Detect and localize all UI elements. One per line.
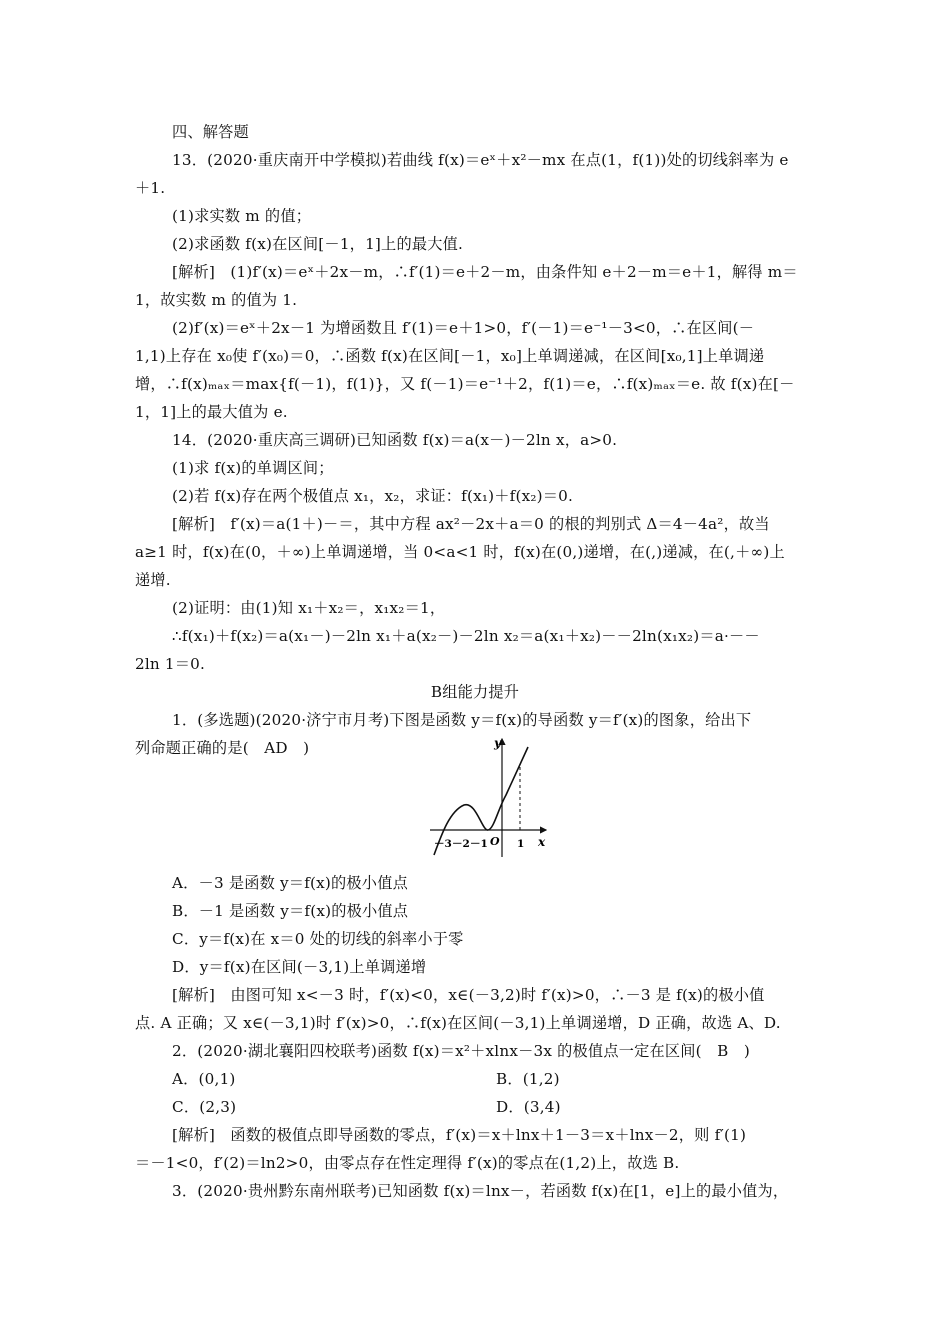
option-b1-a: A．－3 是函数 y＝f(x)的极小值点 — [172, 874, 408, 892]
option-b1-b: B．－1 是函数 y＝f(x)的极小值点 — [172, 902, 409, 920]
y-axis-label: y — [494, 736, 501, 750]
solution-13-line1: [解析] (1)f′(x)＝eˣ＋2x－m，∴f′(1)＝e＋2－m，由条件知 e＋2－m＝e＋1，解得 m＝ — [172, 263, 798, 281]
option-b2-c: C．(2,3) — [172, 1098, 237, 1116]
question-14-part1: (1)求 f(x)的单调区间； — [172, 459, 334, 477]
solution-b1-line1: [解析] 由图可知 x<－3 时，f′(x)<0，x∈(－3,2)时 f′(x)>0，∴－3 是 f(x)的极小值 — [172, 986, 765, 1004]
question-14-line1: 14．(2020·重庆高三调研)已知函数 f(x)＝a(x－)－2ln x，a>0. — [172, 431, 618, 449]
option-b2-a: A．(0,1) — [172, 1070, 236, 1088]
section-b-heading: B组能力提升 — [430, 683, 520, 701]
solution-13-line2: 1，故实数 m 的值为 1. — [135, 291, 298, 309]
tick-label-minus1: －1 — [470, 838, 488, 850]
tick-label-minus2: －2 — [452, 838, 470, 850]
origin-label: O — [490, 835, 500, 848]
option-b1-c: C．y＝f(x)在 x＝0 处的切线的斜率小于零 — [172, 930, 464, 948]
tick-label-minus3: －3 — [434, 838, 452, 850]
question-13-line2: ＋1. — [135, 179, 166, 197]
solution-b2-line2: ＝－1<0，f′(2)＝ln2>0，由零点存在性定理得 f′(x)的零点在(1,2)上，故选 B. — [135, 1154, 680, 1172]
question-b1-line1: 1．(多选题)(2020·济宁市月考)下图是函数 y＝f(x)的导函数 y＝f′(x)的图象，给出下 — [172, 711, 752, 729]
solution-14-line3: 递增. — [135, 571, 171, 589]
solution-14-line2: a≥1 时，f(x)在(0，＋∞)上单调递增，当 0<a<1 时，f(x)在(0,)递增，在(,)递减，在(,＋∞)上 — [135, 543, 785, 561]
solution-13-line5: 增，∴f(x)ₘₐₓ＝max{f(－1)，f(1)}，又 f(－1)＝e⁻¹＋2，f(1)＝e，∴f(x)ₘₐₓ＝e. 故 f(x)在[－ — [135, 375, 795, 393]
question-b1-line2: 列命题正确的是( AD ) — [135, 739, 310, 757]
solution-14-line1: [解析] f′(x)＝a(1＋)－＝，其中方程 ax²－2x＋a＝0 的根的判别式 Δ＝4－4a²，故当 — [172, 515, 770, 533]
section-heading: 四、解答题 — [172, 123, 249, 141]
option-b2-d: D．(3,4) — [496, 1098, 561, 1116]
solution-13-line6: 1，1]上的最大值为 e. — [135, 403, 288, 421]
solution-14-line4: (2)证明：由(1)知 x₁＋x₂＝，x₁x₂＝1， — [172, 599, 446, 617]
x-axis-label: x — [538, 835, 546, 849]
question-b2-line1: 2．(2020·湖北襄阳四校联考)函数 f(x)＝x²＋xlnx－3x 的极值点一定在区间( B ) — [172, 1042, 751, 1060]
question-13-part2: (2)求函数 f(x)在区间[－1，1]上的最大值. — [172, 235, 464, 253]
option-b1-d: D．y＝f(x)在区间(－3,1)上单调递增 — [172, 958, 427, 976]
question-14-part2: (2)若 f(x)存在两个极值点 x₁，x₂，求证：f(x₁)＋f(x₂)＝0. — [172, 487, 574, 505]
derivative-graph — [420, 733, 552, 861]
option-b2-row2 — [0, 1097, 950, 1117]
solution-b2-line1: [解析] 函数的极值点即导函数的零点，f′(x)＝x＋lnx＋1－3＝x＋lnx－2，则 f′(1) — [172, 1126, 747, 1144]
solution-14-line6: 2ln 1＝0. — [135, 655, 206, 673]
option-b2-row1 — [0, 1069, 950, 1089]
question-13-part1: (1)求实数 m 的值； — [172, 207, 312, 225]
solution-13-line4: 1,1)上存在 x₀使 f′(x₀)＝0，∴函数 f(x)在区间[－1，x₀]上单调递减，在区间[x₀,1]上单调递 — [135, 347, 765, 365]
option-b2-b: B．(1,2) — [496, 1070, 560, 1088]
solution-b1-line2: 点. A 正确；又 x∈(－3,1)时 f′(x)>0，∴f(x)在区间(－3,1)上单调递增，D 正确，故选 A、D. — [135, 1014, 781, 1032]
tick-label-1: 1 — [517, 838, 525, 850]
question-b3-line1: 3．(2020·贵州黔东南州联考)已知函数 f(x)＝lnx－，若函数 f(x)在[1，e]上的最小值为， — [172, 1182, 789, 1200]
solution-14-line5: ∴f(x₁)＋f(x₂)＝a(x₁－)－2ln x₁＋a(x₂－)－2ln x₂＝a(x₁＋x₂)－－2ln(x₁x₂)＝a·－－ — [172, 627, 760, 645]
question-13-line1: 13．(2020·重庆南开中学模拟)若曲线 f(x)＝eˣ＋x²－mx 在点(1，f(1))处的切线斜率为 e — [172, 151, 789, 169]
solution-13-line3: (2)f′(x)＝eˣ＋2x－1 为增函数且 f′(1)＝e＋1>0，f′(－1)＝e⁻¹－3<0，∴在区间(－ — [172, 319, 755, 337]
